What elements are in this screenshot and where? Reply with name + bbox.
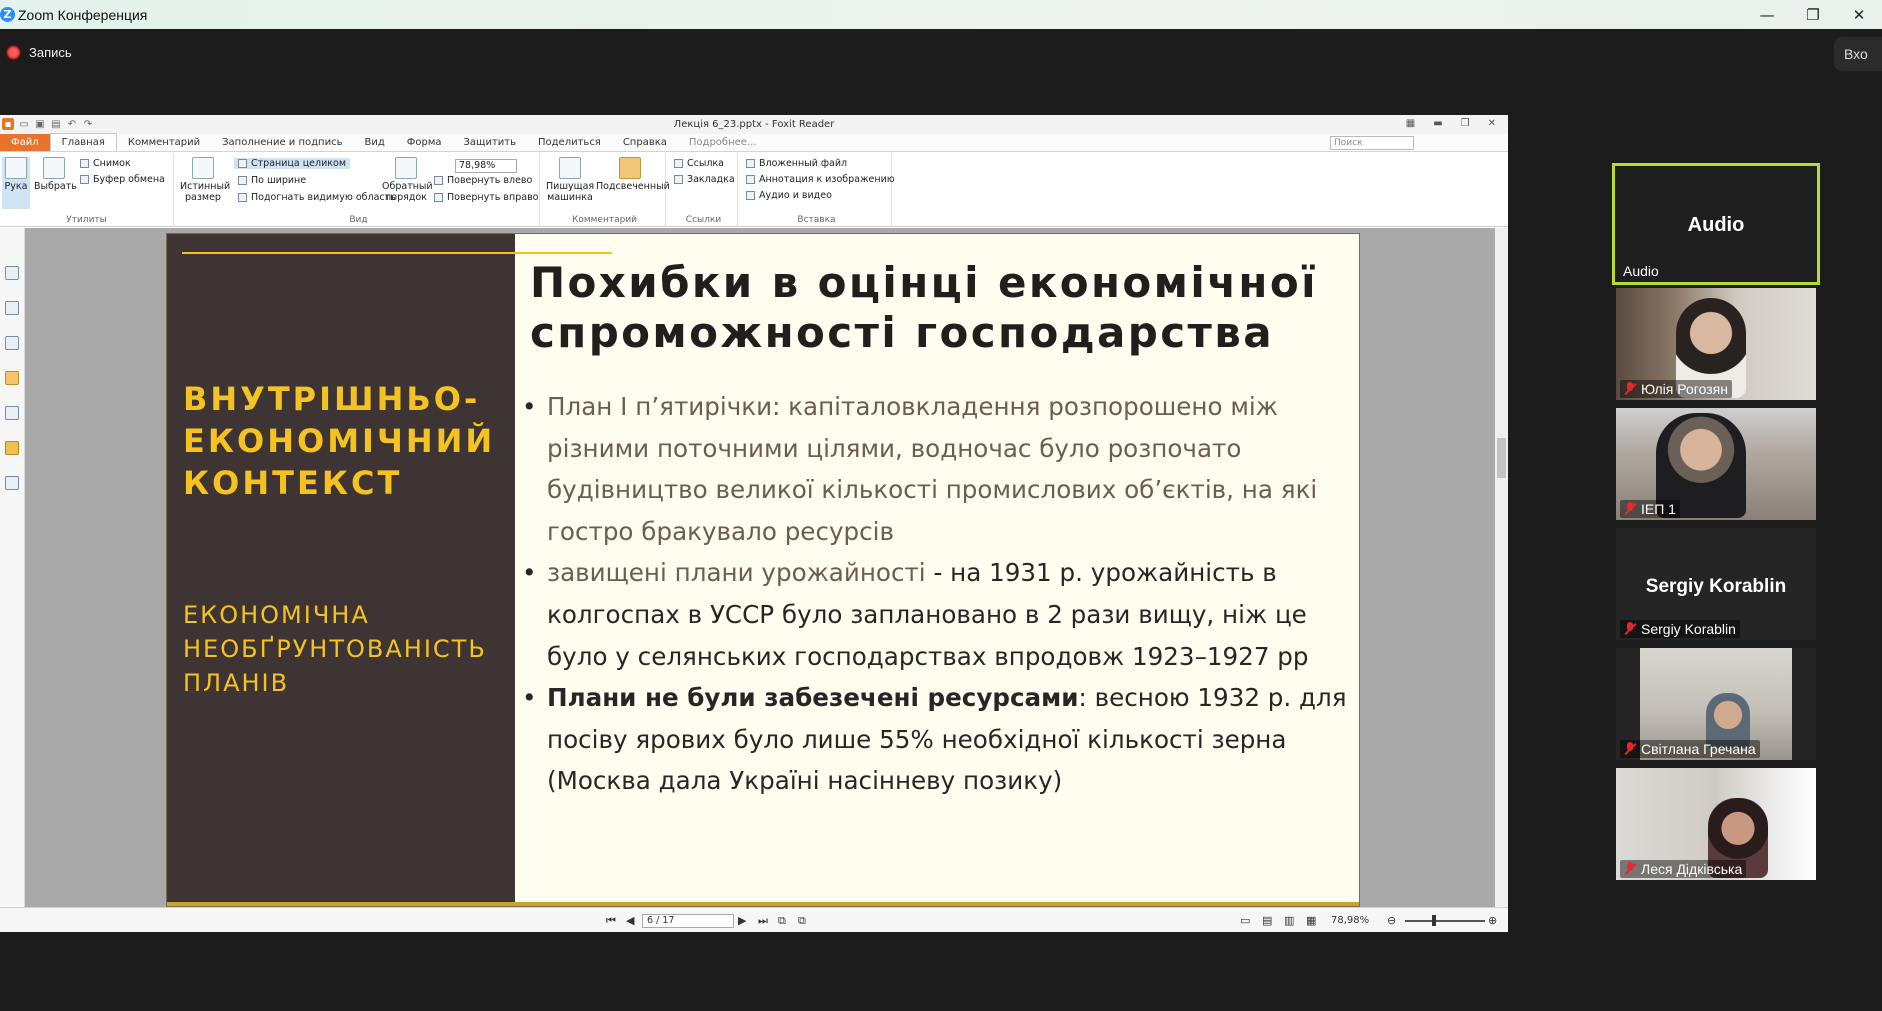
image-annotation-button[interactable] [746, 174, 895, 185]
next-page-icon[interactable]: ▶ [738, 914, 747, 927]
group-insert [742, 153, 895, 227]
signature-panel-icon[interactable] [5, 476, 19, 490]
typewriter-icon [559, 157, 581, 179]
fit-visible-label: Подогнать видимую область [251, 192, 396, 203]
participant-label [1619, 262, 1663, 280]
image-annotation-label: Аннотация к изображению [759, 174, 895, 185]
muted-mic-icon [1624, 862, 1636, 876]
zoom-select[interactable]: 78,98% [455, 159, 517, 173]
rotate-left-button[interactable] [434, 175, 532, 186]
audio-video-label: Аудио и видео [759, 190, 832, 201]
zoom-slider-knob[interactable] [1432, 915, 1436, 926]
link-icon [674, 159, 683, 168]
tab-protect[interactable]: Защитить [463, 137, 516, 148]
tab-file[interactable]: Файл [0, 134, 50, 151]
video-icon [746, 191, 755, 200]
prev-page-icon[interactable]: ◀ [626, 914, 635, 927]
status-bar [0, 907, 1508, 932]
participant-big-name: Audio [1687, 214, 1745, 236]
redo-icon[interactable]: ↷ [83, 118, 93, 130]
tell-me-more[interactable]: Подробнее... [688, 137, 757, 148]
snapshot-label: Снимок [93, 158, 131, 169]
zoom-in-icon[interactable]: ⊕ [1488, 914, 1498, 927]
highlight-icon [619, 157, 641, 179]
view-group-label: Вид [349, 215, 368, 225]
zoom-slider[interactable] [1405, 920, 1485, 922]
bullet-2 [529, 552, 1349, 677]
clipboard-button[interactable] [80, 174, 165, 185]
slide-accent-line [182, 252, 612, 254]
muted-mic-icon [1624, 382, 1636, 396]
slide-bottom-border [167, 902, 1359, 906]
fx-restore-icon[interactable]: ❐ [1460, 118, 1470, 129]
slide-left-heading: ВНУТРІШНЬО-ЕКОНОМІЧНИЙ КОНТЕКСТ [183, 380, 496, 502]
pages-panel-icon[interactable] [5, 301, 19, 315]
slide-left-panel [167, 234, 515, 906]
fit-width-label: По ширине [251, 175, 307, 186]
recording-indicator[interactable] [6, 45, 72, 60]
muted-mic-icon [1624, 502, 1636, 516]
fit-visible-button[interactable] [238, 192, 396, 203]
bullet-1 [529, 386, 1349, 552]
slide-bullet-list [529, 386, 1349, 802]
vertical-scrollbar[interactable] [1495, 228, 1508, 907]
security-panel-icon[interactable] [5, 441, 19, 455]
links-group-label: Ссылки [685, 215, 722, 225]
fit-width-icon [238, 176, 247, 185]
rotate-right-button[interactable] [434, 192, 539, 203]
ribbon-toggle-icon[interactable]: ▦ [1405, 118, 1416, 129]
bullet-1-text: План І п’ятирічки: капіталовкладення розпорошено між різними поточними цілями, водночас було розпочато будівництво великої кількості промислових об’єктів, на які гостро бракувало ресурсів [547, 392, 1318, 546]
rotate-left-icon [434, 176, 443, 185]
actual-size-label: Истинный размер [180, 181, 231, 203]
insert-group-label: Вставка [797, 215, 836, 225]
ribbon-tabs [0, 134, 1508, 152]
fx-close-icon[interactable]: ✕ [1487, 118, 1496, 129]
participant-tile[interactable] [1616, 288, 1816, 400]
minimize-icon[interactable]: — [1759, 5, 1775, 24]
foxit-titlebar [0, 115, 1508, 134]
typewriter-button[interactable] [546, 157, 594, 203]
image-icon [746, 175, 755, 184]
last-page-icon[interactable]: ⏭ [758, 914, 768, 927]
ribbon [0, 153, 1508, 227]
camera-icon [80, 159, 89, 168]
audio-video-button[interactable] [746, 190, 832, 201]
fit-page-label: Страница целиком [251, 158, 346, 169]
bullet-3-bold: Плани не були забезечені ресурсами [547, 683, 1079, 713]
reverse-order-icon [395, 157, 417, 179]
participant-label [1620, 500, 1680, 518]
participant-name: Юлія Рогозян [1641, 381, 1728, 397]
bookmarks-panel-icon[interactable] [5, 266, 19, 280]
actual-size-icon [192, 157, 214, 179]
bullet-3 [529, 677, 1349, 802]
fit-page-button[interactable] [234, 158, 350, 169]
hand-label: Рука [4, 181, 28, 192]
link-button[interactable] [674, 158, 724, 169]
single-page-icon[interactable]: ▭ [1240, 914, 1251, 927]
select-tool-button[interactable] [34, 157, 77, 192]
record-icon [6, 45, 21, 60]
close-icon[interactable]: ✕ [1852, 5, 1866, 24]
reverse-order-label: Обратный порядок [382, 181, 433, 203]
bookmark-button[interactable] [674, 174, 735, 185]
bookmark-label: Закладка [687, 174, 735, 185]
foxit-logo-icon: ▪ [2, 118, 14, 130]
fit-width-button[interactable] [238, 175, 306, 186]
continuous-icon[interactable]: ▤ [1262, 914, 1273, 927]
participant-label [1620, 620, 1740, 638]
hand-icon [5, 157, 27, 179]
restore-icon[interactable]: ❐ [1806, 5, 1820, 24]
muted-mic-icon [1624, 622, 1636, 636]
tab-home[interactable]: Главная [50, 133, 117, 151]
layers-panel-icon[interactable] [5, 336, 19, 350]
navigation-panel [0, 228, 25, 907]
open-icon[interactable]: ▭ [19, 118, 29, 130]
participant-tile[interactable] [1616, 648, 1816, 760]
tab-comment[interactable]: Комментарий [127, 137, 201, 148]
zoom-titlebar [0, 0, 1882, 29]
embedded-file-button[interactable] [746, 158, 847, 169]
participant-label [1620, 740, 1760, 758]
tab-form[interactable]: Форма [406, 137, 442, 148]
first-page-icon[interactable]: ⏮ [606, 914, 616, 927]
page-number-input[interactable]: 6 / 17 [642, 914, 734, 928]
participant-label [1620, 860, 1746, 878]
rotate-right-label: Повернуть вправо [447, 192, 539, 203]
undo-icon[interactable]: ↶ [67, 118, 77, 130]
embedded-file-label: Вложенный файл [759, 158, 848, 169]
participant-name: Світлана Гречана [1641, 741, 1756, 757]
participant-name: Леся Дідківська [1641, 861, 1743, 877]
recording-label: Запись [29, 45, 72, 60]
tab-help[interactable]: Справка [622, 137, 667, 148]
clipboard-label: Буфер обмена [93, 174, 165, 185]
enter-button[interactable]: Вхо [1834, 37, 1882, 71]
previous-view-icon[interactable]: ⧉ [778, 914, 786, 927]
facing-icon[interactable]: ▥ [1284, 914, 1295, 927]
link-label: Ссылка [687, 158, 724, 169]
snapshot-button[interactable] [80, 158, 131, 169]
fit-visible-icon [238, 193, 247, 202]
muted-mic-icon [1624, 742, 1636, 756]
attachments-panel-icon[interactable] [5, 406, 19, 420]
select-text-icon [43, 157, 65, 179]
save-icon[interactable]: ▣ [35, 118, 45, 130]
actual-size-button[interactable] [180, 157, 231, 203]
window-title: Zoom Конференция [18, 6, 148, 23]
search-input[interactable]: Поиск [1330, 136, 1414, 150]
reverse-order-button[interactable] [382, 157, 433, 203]
participant-name: ІЕП 1 [1641, 501, 1676, 517]
fx-minimize-icon[interactable]: ▬ [1433, 118, 1443, 129]
highlight-button[interactable] [596, 157, 670, 192]
participant-name: Sergiy Korablin [1641, 621, 1736, 637]
select-label: Выбрать [34, 181, 77, 192]
utilities-group-label: Утилиты [66, 215, 107, 225]
participant-big-name: Sergiy Korablin [1645, 576, 1787, 597]
print-icon[interactable]: ▤ [51, 118, 61, 130]
participant-tile[interactable] [1616, 768, 1816, 880]
status-zoom-value: 78,98% [1331, 915, 1370, 926]
bullet-2-highlight: завищені плани урожайності [547, 558, 926, 588]
fit-page-icon [238, 159, 247, 168]
next-view-icon[interactable]: ⧉ [798, 914, 806, 927]
participant-tile-audio[interactable] [1612, 163, 1820, 285]
participant-name: Audio [1623, 263, 1659, 279]
typewriter-label: Пишущая машинка [546, 181, 595, 203]
zoom-out-icon[interactable]: ⊖ [1387, 914, 1397, 927]
comments-panel-icon[interactable] [5, 371, 19, 385]
comment-group-label: Комментарий [571, 215, 638, 225]
participant-tile[interactable] [1616, 408, 1816, 520]
clipboard-icon [80, 175, 89, 184]
rotate-left-label: Повернуть влево [447, 175, 533, 186]
participant-tile[interactable] [1616, 528, 1816, 640]
group-links [670, 153, 738, 227]
group-utilities [0, 153, 174, 227]
group-comment [544, 153, 670, 227]
hand-tool-button[interactable] [2, 157, 30, 209]
slide-title: Похибки в оцінці економічної спроможності господарства [530, 258, 1318, 357]
scrollbar-thumb[interactable] [1497, 438, 1506, 478]
slide [167, 234, 1359, 906]
tab-view[interactable]: Вид [364, 137, 385, 148]
participant-label [1620, 380, 1732, 398]
bullet-3-text: : весною 1932 р. для посіву ярових було лише 55% необхідної кількості зерна (Москва дала Україні насінневу позику) [547, 683, 1347, 796]
bookmark-icon [674, 175, 683, 184]
document-title: Лекція 6_23.pptx - Foxit Reader [673, 119, 835, 130]
tab-share[interactable]: Поделиться [538, 137, 601, 148]
attachment-icon [746, 159, 755, 168]
slide-left-subheading: ЕКОНОМІЧНА НЕОБҐРУНТОВАНІСТЬ ПЛАНІВ [183, 601, 487, 697]
continuous-facing-icon[interactable]: ▦ [1306, 914, 1317, 927]
highlight-label: Подсвеченный [596, 181, 670, 192]
bullet-2-text: - на 1931 р. урожайність в колгоспах в УССР було заплановано в 2 рази вищу, ніж це було у селянських господарствах впродовж 1923–1927 рр [547, 558, 1309, 671]
rotate-right-icon [434, 193, 443, 202]
tab-fill-sign[interactable]: Заполнение и подпись [222, 137, 343, 148]
zoom-logo-icon: Z [0, 7, 15, 22]
